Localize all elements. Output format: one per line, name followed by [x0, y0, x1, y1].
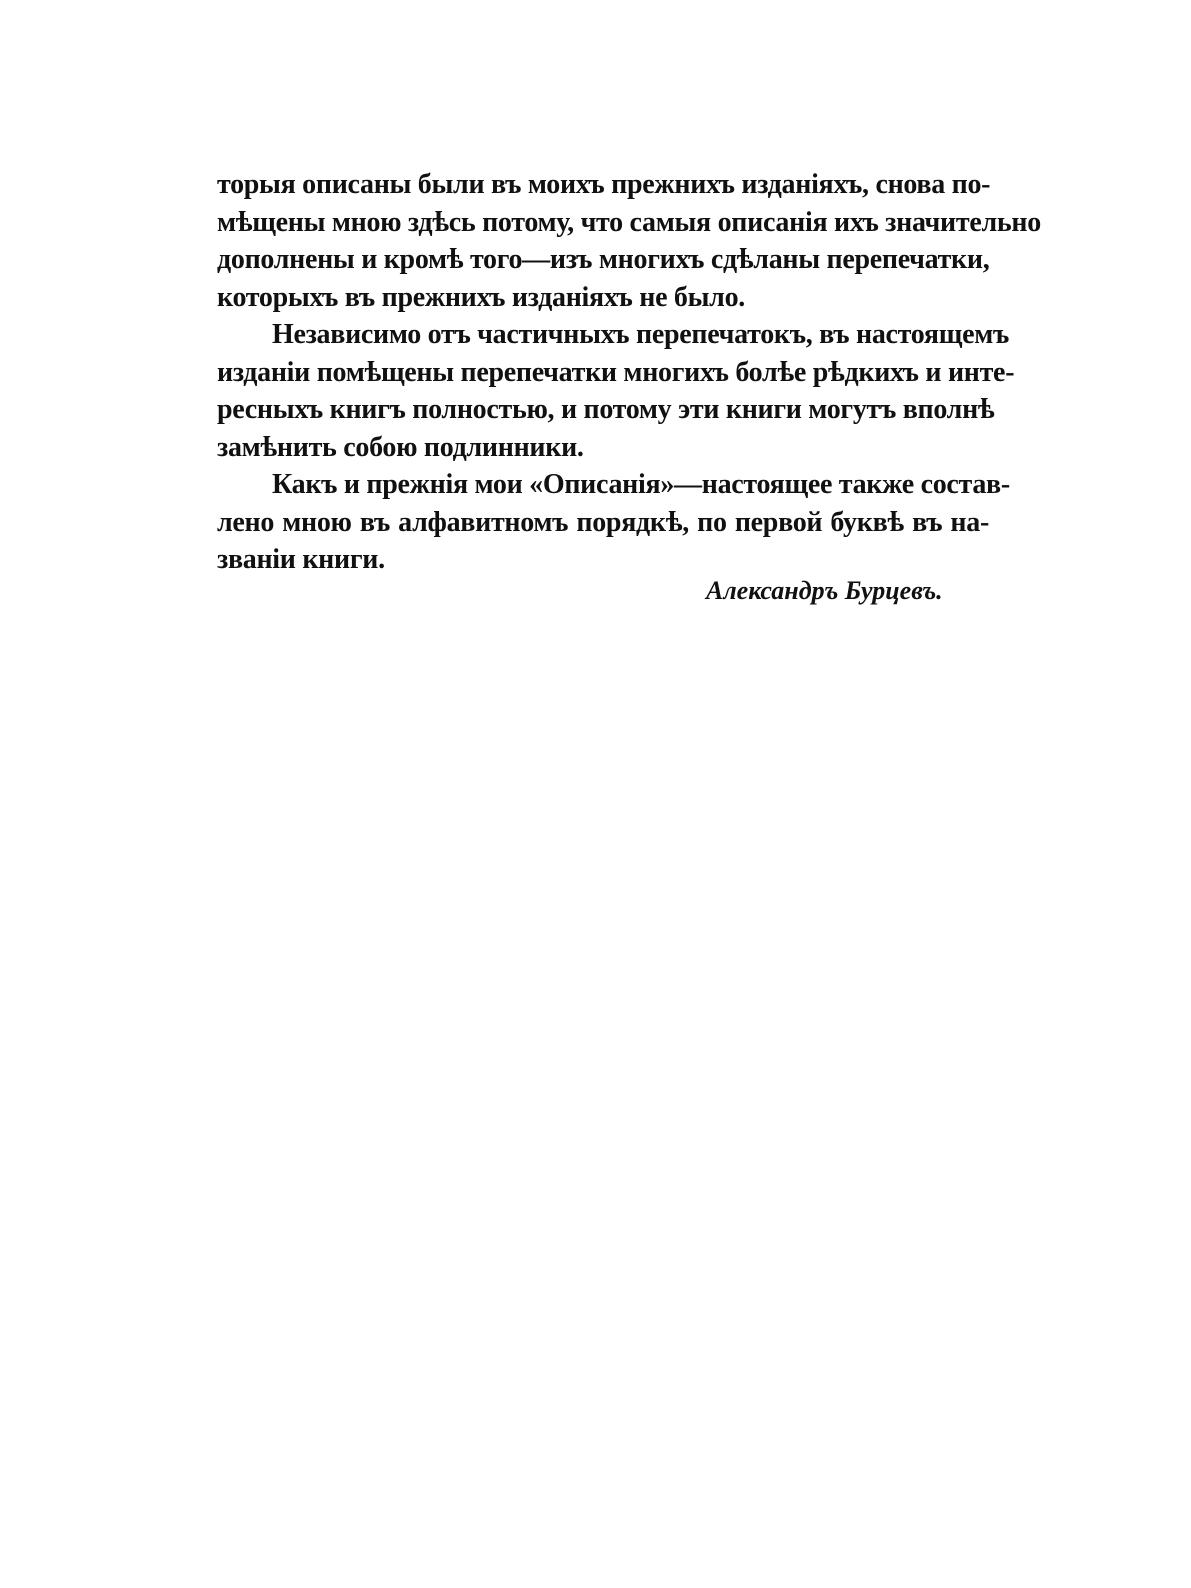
text-line: Какъ и прежнія мои «Описанія»—настоящее также состав-: [272, 469, 1010, 500]
text-line: мѣщены мною здѣсь потому, что самыя описанія ихъ значительно: [217, 206, 1041, 238]
text-line: лено мною въ алфавитномъ порядкѣ, по первой буквѣ въ на-: [217, 506, 989, 538]
body-text: [217, 166, 1041, 579]
author-signature: Александръ Бурцевъ.: [706, 576, 943, 605]
text-line: званіи книги.: [217, 544, 385, 575]
text-line: торыя описаны были въ моихъ прежнихъ изданіяхъ, снова по-: [217, 169, 991, 200]
text-line: замѣнить собою подлинники.: [217, 431, 584, 463]
text-line: изданіи помѣщены перепечатки многихъ болѣе рѣдкихъ и инте-: [217, 356, 1015, 388]
text-line: которыхъ въ прежнихъ изданіяхъ не было.: [217, 281, 745, 313]
text-line: дополнены и кромѣ того—изъ многихъ сдѣланы перепечатки,: [217, 244, 990, 275]
text-line: ресныхъ книгъ полностью, и потому эти книги могутъ вполнѣ: [217, 394, 995, 425]
text-line: Независимо отъ частичныхъ перепечатокъ, въ настоящемъ: [272, 319, 1010, 350]
